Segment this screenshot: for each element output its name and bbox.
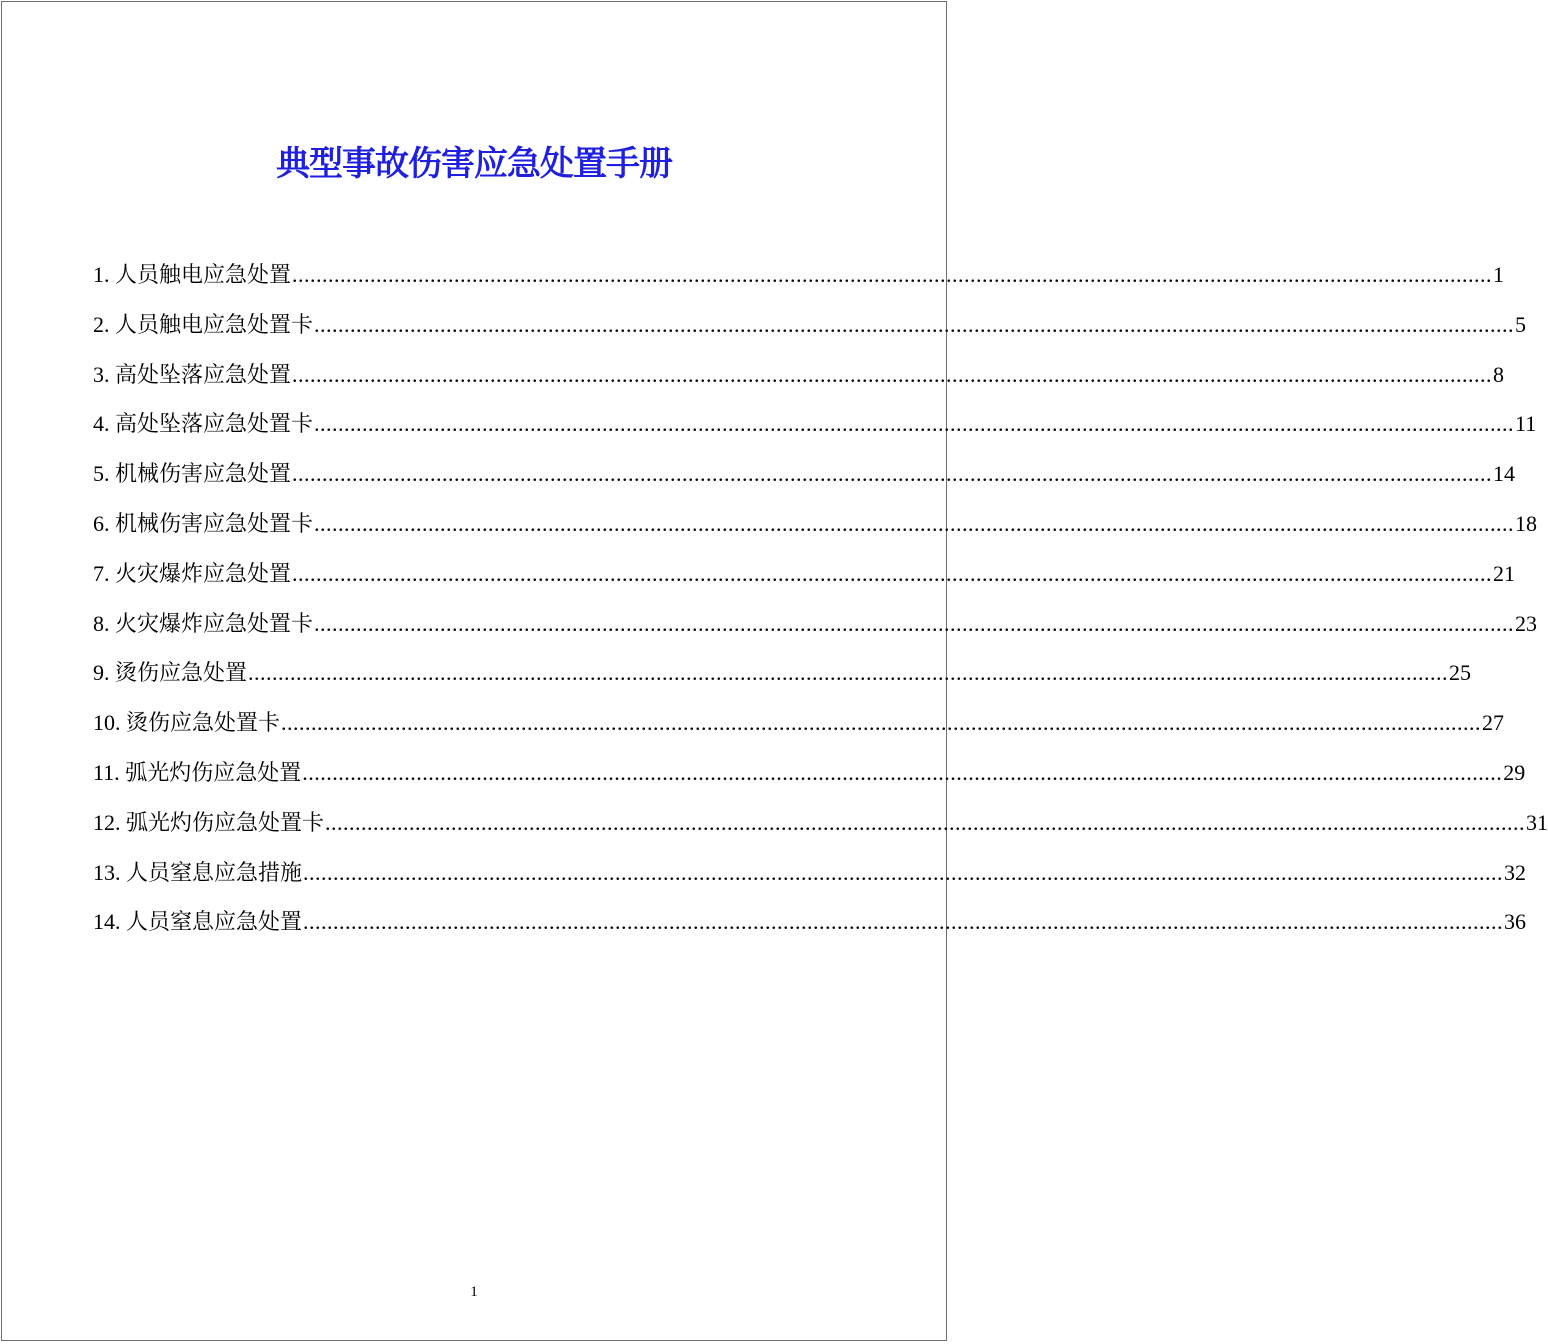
toc-entry[interactable] xyxy=(93,706,1505,756)
toc-entry-number: 11. xyxy=(93,759,126,785)
toc-entry[interactable] xyxy=(93,507,1538,557)
toc-entry-page: 14 xyxy=(1493,461,1516,487)
toc-entry-page: 23 xyxy=(1515,610,1538,636)
toc-dot-leader: ........................................................................................................................................................................................................ xyxy=(314,610,1515,636)
toc-entry[interactable] xyxy=(93,557,1516,607)
page-number: 1 xyxy=(470,1284,478,1300)
toc-entry-number: 14. xyxy=(93,909,126,935)
toc-entry[interactable] xyxy=(93,407,1537,457)
toc-entry-number: 10. xyxy=(93,710,126,736)
toc-entry-page: 29 xyxy=(1503,759,1526,785)
toc-entry[interactable] xyxy=(93,656,1472,706)
toc-dot-leader: ........................................................................................................................................................................................................ xyxy=(292,461,1493,487)
toc-entry[interactable] xyxy=(93,457,1516,507)
toc-entry-number: 5. xyxy=(93,461,115,487)
toc-entry-page: 11 xyxy=(1515,411,1537,437)
toc-dot-leader: ........................................................................................................................................................................................................ xyxy=(281,710,1482,736)
toc-entry-title: 弧光灼伤应急处置卡 xyxy=(126,809,325,835)
toc-entry-number: 2. xyxy=(93,311,115,337)
toc-entry[interactable] xyxy=(93,308,1527,358)
toc-entry-page: 25 xyxy=(1449,660,1472,686)
toc-entry-page: 8 xyxy=(1493,361,1505,387)
toc-entry-number: 12. xyxy=(93,809,126,835)
table-of-contents xyxy=(93,258,1548,955)
toc-entry-page: 18 xyxy=(1515,510,1538,536)
toc-entry[interactable] xyxy=(93,607,1538,657)
toc-entry-title: 人员触电应急处置 xyxy=(115,262,292,287)
toc-entry-title: 机械伤害应急处置卡 xyxy=(115,510,314,536)
toc-dot-leader: ........................................................................................................................................................................................................ xyxy=(292,262,1493,287)
toc-dot-leader: ........................................................................................................................................................................................................ xyxy=(314,311,1515,337)
toc-entry-title: 高处坠落应急处置 xyxy=(115,361,292,387)
toc-entry[interactable] xyxy=(93,806,1548,856)
toc-entry-title: 机械伤害应急处置 xyxy=(115,461,292,487)
toc-entry-number: 13. xyxy=(93,859,126,885)
toc-entry-title: 烫伤应急处置 xyxy=(115,660,248,686)
toc-entry-page: 1 xyxy=(1493,262,1505,287)
toc-entry-page: 36 xyxy=(1504,909,1527,935)
toc-entry-page: 27 xyxy=(1482,710,1505,736)
toc-entry-page: 21 xyxy=(1493,560,1516,586)
toc-entry-title: 弧光灼伤应急处置 xyxy=(125,759,302,785)
toc-dot-leader: ........................................................................................................................................................................................................ xyxy=(314,510,1515,536)
toc-dot-leader: ........................................................................................................................................................................................................ xyxy=(303,909,1504,935)
toc-dot-leader: ........................................................................................................................................................................................................ xyxy=(292,361,1493,387)
toc-dot-leader: ........................................................................................................................................................................................................ xyxy=(248,660,1449,686)
toc-entry-title: 火灾爆炸应急处置 xyxy=(115,560,292,586)
toc-entry[interactable] xyxy=(93,258,1505,308)
toc-entry-number: 4. xyxy=(93,411,115,437)
toc-dot-leader: ........................................................................................................................................................................................................ xyxy=(314,411,1515,437)
toc-entry-title: 高处坠落应急处置卡 xyxy=(115,411,314,437)
document-page xyxy=(1,1,1548,1341)
toc-entry-number: 3. xyxy=(93,361,115,387)
toc-dot-leader: ........................................................................................................................................................................................................ xyxy=(303,859,1504,885)
toc-entry-title: 烫伤应急处置卡 xyxy=(126,710,281,736)
toc-entry-number: 8. xyxy=(93,610,115,636)
toc-entry-page: 32 xyxy=(1504,859,1527,885)
toc-entry-page: 5 xyxy=(1515,311,1527,337)
toc-dot-leader: ........................................................................................................................................................................................................ xyxy=(325,809,1526,835)
toc-entry-title: 人员窒息应急措施 xyxy=(126,859,303,885)
toc-entry[interactable] xyxy=(93,905,1527,955)
toc-dot-leader: ........................................................................................................................................................................................................ xyxy=(292,560,1493,586)
toc-entry-title: 人员窒息应急处置 xyxy=(126,909,303,935)
toc-entry-title: 火灾爆炸应急处置卡 xyxy=(115,610,314,636)
toc-dot-leader: ........................................................................................................................................................................................................ xyxy=(302,759,1503,785)
toc-entry-number: 6. xyxy=(93,510,115,536)
toc-entry-title: 人员触电应急处置卡 xyxy=(115,311,314,337)
toc-entry[interactable] xyxy=(93,856,1527,906)
toc-entry[interactable] xyxy=(93,756,1526,806)
toc-entry-number: 1. xyxy=(93,262,115,287)
toc-entry-number: 7. xyxy=(93,560,115,586)
toc-entry-page: 31 xyxy=(1526,809,1548,835)
toc-entry[interactable] xyxy=(93,358,1505,408)
document-title: 典型事故伤害应急处置手册 xyxy=(276,144,672,184)
toc-entry-number: 9. xyxy=(93,660,115,686)
